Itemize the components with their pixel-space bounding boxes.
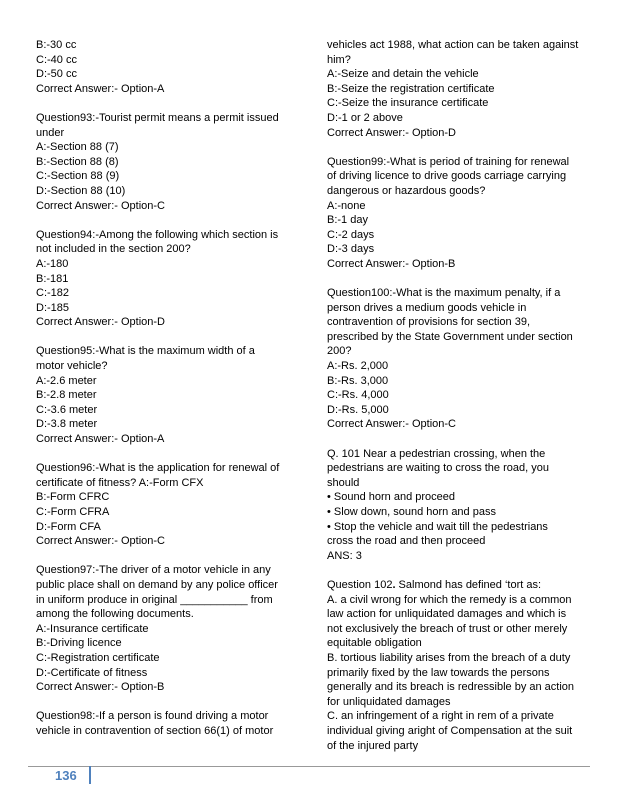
text-line: C:-2 days bbox=[327, 228, 375, 241]
text-line: law action for unliquidated damages and which is bbox=[327, 608, 567, 621]
text-line: among the following documents. bbox=[36, 608, 194, 621]
text-line: A. a civil wrong for which the remedy is a common bbox=[327, 593, 572, 606]
text-line: D:-1 or 2 above bbox=[327, 111, 403, 124]
text-line: Question95:-What is the maximum width of a bbox=[36, 345, 255, 358]
text-line: C:-Rs. 4,000 bbox=[327, 389, 389, 402]
text-line: public place shall on demand by any police officer bbox=[36, 578, 278, 591]
text-line: A:-Section 88 (7) bbox=[36, 141, 119, 154]
text-line: • Sound horn and proceed bbox=[327, 491, 456, 504]
left-column bbox=[36, 38, 298, 739]
text-line: C:-3.6 meter bbox=[36, 403, 98, 416]
text-line: Question100:-What is the maximum penalty, if a bbox=[327, 287, 561, 300]
text-line: A:-2.6 meter bbox=[36, 374, 97, 387]
text-line: B:-1 day bbox=[327, 214, 368, 227]
text-line: for unliquidated damages bbox=[327, 695, 451, 708]
text-line: C:-182 bbox=[36, 287, 70, 300]
text-line: A:-180 bbox=[36, 257, 69, 270]
text-line: Correct Answer:- Option-D bbox=[327, 126, 456, 139]
text-line: Question94:-Among the following which section is bbox=[36, 228, 279, 241]
text-line: person drives a medium goods vehicle in bbox=[327, 301, 527, 314]
text-line: B. tortious liability arises from the breach of a duty bbox=[327, 651, 571, 664]
blank-line bbox=[36, 213, 298, 228]
text-line: not exclusively the breach of trust or other merely bbox=[327, 622, 568, 635]
text-line: in uniform produce in original ___________ from bbox=[36, 593, 273, 606]
text-line: cross the road and then proceed bbox=[327, 535, 486, 548]
text-line: B:-30 cc bbox=[36, 39, 77, 51]
blank-line bbox=[327, 272, 589, 287]
text-line: Correct Answer:- Option-A bbox=[36, 82, 165, 95]
text-line: generally and its breach is redressible by an action bbox=[327, 681, 575, 694]
text-line: Correct Answer:- Option-D bbox=[36, 316, 165, 329]
text-line: Correct Answer:- Option-C bbox=[327, 418, 456, 431]
text-line: D:-50 cc bbox=[36, 68, 77, 81]
text-line: C:-40 cc bbox=[36, 53, 77, 66]
text-line: B:-Driving licence bbox=[36, 637, 122, 650]
text-line: • Stop the vehicle and wait till the pedestrians bbox=[327, 520, 548, 533]
text-line: D:-Rs. 5,000 bbox=[327, 403, 389, 416]
text-line: B:-Seize the registration certificate bbox=[327, 82, 495, 95]
footer-accent-bar bbox=[89, 766, 91, 784]
text-line: D:-Certificate of fitness bbox=[36, 666, 148, 679]
text-line: B:-Form CFRC bbox=[36, 491, 110, 504]
text-line: should bbox=[327, 476, 360, 489]
text-line: B:-Section 88 (8) bbox=[36, 155, 119, 168]
text-line: ANS: 3 bbox=[327, 549, 362, 562]
right-column bbox=[327, 38, 589, 753]
text-line: Question 102. Salmond has defined ‘tort as: bbox=[327, 578, 542, 591]
text-line: B:-2.8 meter bbox=[36, 389, 97, 402]
blank-line bbox=[36, 549, 298, 564]
text-line: A:-Rs. 2,000 bbox=[327, 360, 389, 373]
text-line: A:-none bbox=[327, 199, 366, 212]
text-line: certificate of fitness? A:-Form CFX bbox=[36, 476, 204, 489]
blank-line bbox=[36, 447, 298, 462]
text-line: B:-Rs. 3,000 bbox=[327, 374, 389, 387]
text-line: D:-185 bbox=[36, 301, 70, 314]
text-line: Question97:-The driver of a motor vehicle in any bbox=[36, 564, 271, 577]
text-line: Question93:-Tourist permit means a permit issued bbox=[36, 111, 279, 124]
text-line: C:-Form CFRA bbox=[36, 506, 110, 518]
text-line: Correct Answer:- Option-C bbox=[36, 535, 165, 548]
text-line: D:-3 days bbox=[327, 243, 375, 256]
text-line: individual giving aright of Compensation at the suit bbox=[327, 724, 573, 737]
text-line: prescribed by the State Government under section bbox=[327, 330, 573, 343]
text-line: dangerous or hazardous goods? bbox=[327, 184, 486, 197]
text-line: Correct Answer:- Option-A bbox=[36, 433, 165, 446]
text-line: C:-Section 88 (9) bbox=[36, 170, 120, 183]
blank-line bbox=[327, 432, 589, 447]
text-line: under bbox=[36, 126, 65, 139]
text-line: • Slow down, sound horn and pass bbox=[327, 506, 496, 518]
text-line: vehicles act 1988, what action can be taken against bbox=[327, 39, 579, 51]
text-line: A:-Seize and detain the vehicle bbox=[327, 68, 479, 81]
text-line: D:-3.8 meter bbox=[36, 418, 98, 431]
text-line: contravention of provisions for section 39, bbox=[327, 316, 531, 329]
blank-line bbox=[36, 695, 298, 710]
text-line: of the injured party bbox=[327, 739, 419, 752]
blank-line bbox=[327, 563, 589, 578]
blank-line bbox=[36, 96, 298, 111]
text-line: motor vehicle? bbox=[36, 360, 108, 373]
text-line: of driving licence to drive goods carriage carrying bbox=[327, 170, 567, 183]
text-line: C. an infringement of a right in rem of a private bbox=[327, 710, 554, 723]
text-line: Correct Answer:- Option-B bbox=[36, 681, 165, 694]
text-line: Correct Answer:- Option-B bbox=[327, 257, 456, 270]
text-line: D:-Form CFA bbox=[36, 520, 101, 533]
text-line: not included in the section 200? bbox=[36, 243, 191, 256]
blank-line bbox=[327, 140, 589, 155]
text-line: C:-Registration certificate bbox=[36, 651, 160, 664]
blank-line bbox=[36, 330, 298, 345]
text-line: Q. 101 Near a pedestrian crossing, when the bbox=[327, 447, 546, 460]
text-line: A:-Insurance certificate bbox=[36, 622, 149, 635]
text-line: vehicle in contravention of section 66(1) of motor bbox=[36, 724, 274, 737]
text-line: him? bbox=[327, 53, 351, 66]
page-number: 136 bbox=[55, 768, 77, 783]
text-line: Correct Answer:- Option-C bbox=[36, 199, 165, 212]
text-line: Question98:-If a person is found driving a motor bbox=[36, 710, 269, 723]
text-line: 200? bbox=[327, 345, 352, 358]
text-line: B:-181 bbox=[36, 272, 69, 285]
text-line: Question99:-What is period of training for renewal bbox=[327, 155, 570, 168]
text-line: D:-Section 88 (10) bbox=[36, 184, 126, 197]
footer-rule bbox=[28, 766, 590, 767]
text-line: equitable obligation bbox=[327, 637, 422, 650]
text-line: primarily fixed by the law towards the persons bbox=[327, 666, 550, 679]
text-line: Question96:-What is the application for renewal of bbox=[36, 462, 280, 475]
text-line: C:-Seize the insurance certificate bbox=[327, 97, 489, 110]
text-line: pedestrians are waiting to cross the road, you bbox=[327, 462, 549, 475]
